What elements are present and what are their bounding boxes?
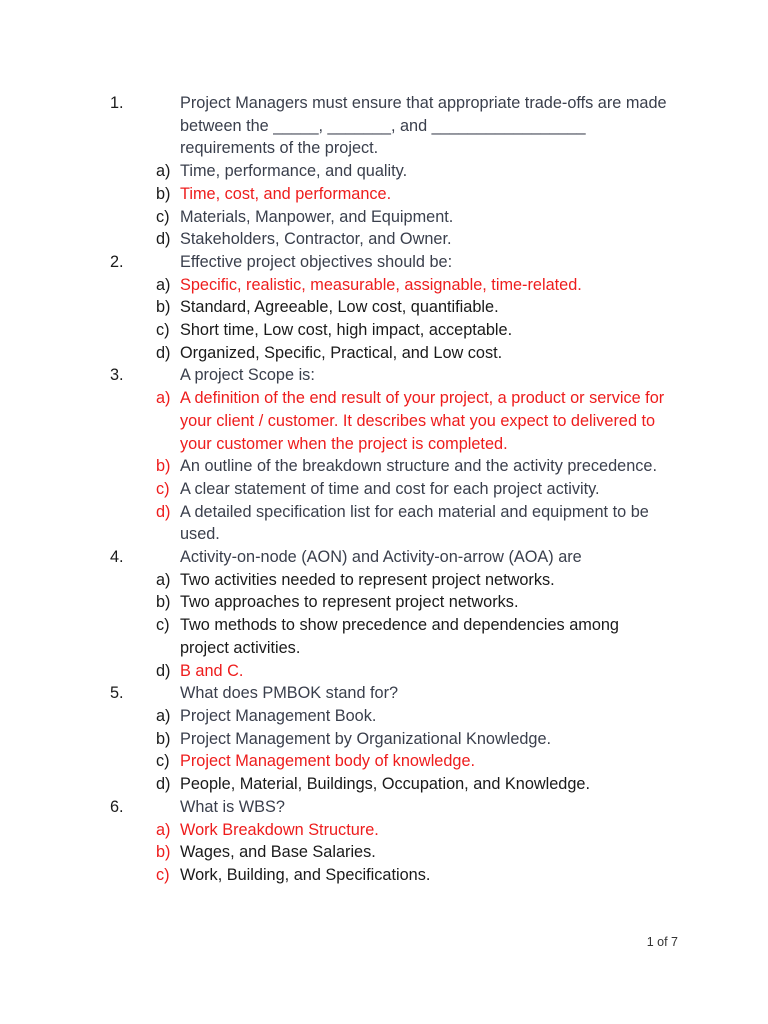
option-text: An outline of the breakdown structure and the activity precedence. [180,457,657,476]
option-text: A detailed specification list for each material and equipment to be used. [180,502,649,544]
option-letter: c) [156,479,170,498]
option-letter: b) [156,298,171,317]
option-letter: b) [156,729,171,748]
option-text: Project Management by Organizational Knowledge. [180,729,552,748]
option-letter: c) [156,752,170,771]
option-letter: a) [156,275,171,294]
question-3 [0,364,768,387]
option-text: Wages, and Base Salaries. [180,843,376,862]
option-letter: c) [156,321,170,340]
option-text: Standard, Agreeable, Low cost, quantifiable. [180,298,499,317]
option-text: Two approaches to represent project networks. [180,593,519,612]
option-letter: a) [156,162,171,181]
answer-option [0,228,768,251]
option-letter: c) [156,865,170,884]
option-text: Project Management body of knowledge. [180,752,476,771]
option-text: Organized, Specific, Practical, and Low cost. [180,343,503,362]
question-text: What does PMBOK stand for? [180,684,399,703]
option-text: Short time, Low cost, high impact, acceptable. [180,321,513,340]
answer-option [0,660,768,683]
option-letter: d) [156,775,171,794]
question-number: 4. [110,548,124,567]
option-text: Time, cost, and performance. [180,184,392,203]
question-5 [0,682,768,705]
option-letter: c) [156,207,170,226]
option-text: Two methods to show precedence and dependencies among project activities. [180,616,619,657]
option-text: B and C. [180,661,244,680]
question-text: A project Scope is: [180,366,315,385]
question-list [0,92,768,887]
option-letter: a) [156,820,171,839]
option-letter: b) [156,184,171,203]
option-letter: c) [156,616,170,635]
answer-option [0,478,768,501]
answer-option [0,183,768,206]
answer-option [0,773,768,796]
question-text: Project Managers must ensure that appropriate trade-offs are made between the _____, _______, and _________________ requirements of the project. [180,94,667,158]
option-letter: b) [156,457,171,476]
answer-option [0,591,768,614]
question-1 [0,92,768,160]
page-number: 1 of 7 [646,935,678,949]
answer-option [0,455,768,478]
answer-option [0,501,768,546]
option-letter: b) [156,843,171,862]
option-text: Two activities needed to represent project networks. [180,570,555,589]
answer-option [0,841,768,864]
answer-option [0,319,768,342]
option-letter: d) [156,343,171,362]
answer-option [0,614,768,659]
question-number: 3. [110,366,124,385]
option-text: People, Material, Buildings, Occupation, and Knowledge. [180,775,590,794]
answer-option [0,864,768,887]
option-letter: b) [156,593,171,612]
option-text: Materials, Manpower, and Equipment. [180,207,454,226]
option-text: Specific, realistic, measurable, assignable, time-related. [180,275,582,294]
answer-option [0,206,768,229]
option-letter: a) [156,389,171,408]
question-number: 1. [110,94,124,112]
option-letter: a) [156,706,171,725]
answer-option [0,342,768,365]
question-text: Effective project objectives should be: [180,252,453,271]
question-6 [0,796,768,819]
question-text: What is WBS? [180,797,285,816]
answer-option [0,296,768,319]
option-letter: d) [156,502,171,521]
option-text: Stakeholders, Contractor, and Owner. [180,230,452,249]
question-number: 2. [110,252,124,271]
answer-option [0,728,768,751]
answer-option [0,705,768,728]
question-2 [0,251,768,274]
answer-option [0,750,768,773]
option-letter: d) [156,661,171,680]
question-number: 5. [110,684,124,703]
option-letter: a) [156,570,171,589]
question-4 [0,546,768,569]
answer-option [0,160,768,183]
option-text: A clear statement of time and cost for each project activity. [180,479,600,498]
question-text: Activity-on-node (AON) and Activity-on-arrow (AOA) are [180,548,582,567]
option-text: Work Breakdown Structure. [180,820,379,839]
option-letter: d) [156,230,171,249]
option-text: Work, Building, and Specifications. [180,865,431,884]
question-number: 6. [110,797,124,816]
option-text: Time, performance, and quality. [180,162,408,181]
answer-option [0,274,768,297]
option-text: A definition of the end result of your project, a product or service for your client / customer. It describes what you expect to delivered to your customer when the project is completed. [180,389,665,453]
answer-option [0,819,768,842]
option-text: Project Management Book. [180,706,377,725]
answer-option [0,387,768,455]
answer-option [0,569,768,592]
